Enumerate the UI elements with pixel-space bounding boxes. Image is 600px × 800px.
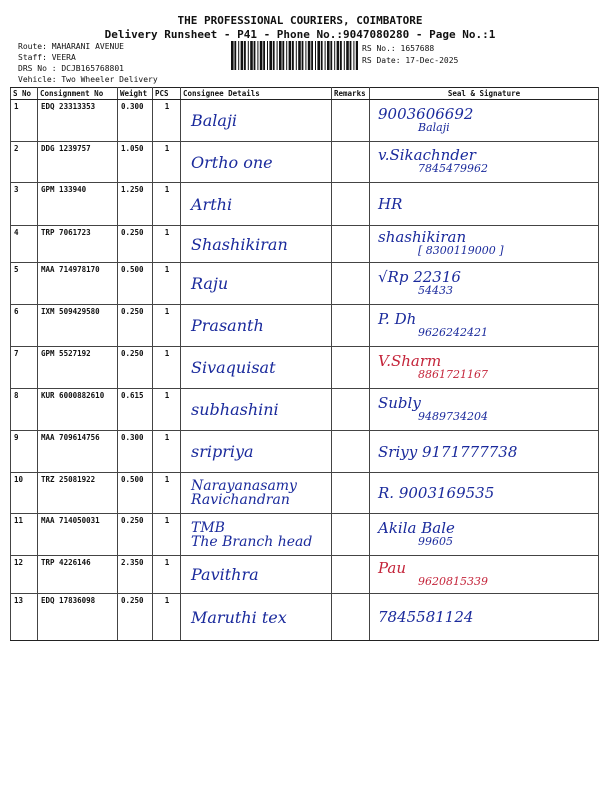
- barcode-bar: [321, 41, 323, 70]
- cell-remarks: [332, 431, 370, 473]
- barcode-bar: [244, 41, 246, 70]
- signature-handwriting: [378, 473, 494, 513]
- cell-seal-signature: [370, 142, 599, 183]
- cell-consignment: TRP 4226146: [38, 556, 118, 594]
- barcode-bar: [260, 41, 263, 70]
- cell-consignee: [181, 263, 332, 305]
- table-header-row: [11, 88, 599, 100]
- barcode-bar: [325, 41, 326, 70]
- col-sno: S No: [11, 88, 38, 100]
- cell-consignment: MAA 709614756: [38, 431, 118, 473]
- col-pcs: PCS: [153, 88, 181, 100]
- consignee-name: Maruthi tex: [191, 607, 287, 627]
- barcode-bar: [340, 41, 342, 70]
- signature-line1: R. 9003169535: [378, 484, 495, 502]
- cell-remarks: [332, 594, 370, 641]
- cell-sno: 12: [11, 556, 38, 594]
- cell-sno: 8: [11, 389, 38, 431]
- cell-seal-signature: [370, 514, 599, 556]
- vehicle-label: Vehicle: Two Wheeler Delivery: [18, 75, 158, 84]
- cell-remarks: [332, 226, 370, 263]
- barcode-bar: [308, 41, 311, 70]
- cell-sno: 11: [11, 514, 38, 556]
- consignee-name-line2: Ravichandran: [191, 492, 290, 508]
- col-seal-signature: Seal & Signature: [370, 88, 599, 100]
- cell-consignee: [181, 514, 332, 556]
- rs-number: RS No.: 1657688: [362, 44, 435, 53]
- barcode-bar: [286, 41, 287, 70]
- barcode-bar: [273, 41, 275, 70]
- signature-handwriting: [378, 142, 488, 182]
- table-row: [11, 514, 599, 556]
- cell-pcs: 1: [153, 226, 181, 263]
- delivery-table: [10, 87, 599, 641]
- cell-sno: 9: [11, 431, 38, 473]
- table-row: [11, 226, 599, 263]
- consignee-handwriting: [191, 263, 228, 304]
- barcode-bar: [277, 41, 278, 70]
- signature-handwriting: [378, 556, 488, 593]
- cell-consignment: KUR 6000882610: [38, 389, 118, 431]
- cell-consignee: [181, 556, 332, 594]
- cell-consignment: GPM 5527192: [38, 347, 118, 389]
- table-row: [11, 183, 599, 226]
- cell-weight: 0.300: [118, 100, 153, 142]
- staff-label: Staff: VEERA: [18, 53, 76, 62]
- signature-line1: P. Dh: [378, 309, 417, 328]
- cell-consignee: [181, 183, 332, 226]
- consignee-name: subhashini: [191, 400, 279, 419]
- cell-pcs: 1: [153, 183, 181, 226]
- cell-pcs: 1: [153, 100, 181, 142]
- cell-seal-signature: [370, 263, 599, 305]
- barcode-bar: [263, 41, 265, 70]
- cell-weight: 0.500: [118, 473, 153, 514]
- barcode-bar: [315, 41, 316, 70]
- table-row: [11, 556, 599, 594]
- barcode-bar: [305, 41, 306, 70]
- cell-consignment: IXM 509429580: [38, 305, 118, 347]
- barcode-bar: [353, 41, 354, 70]
- barcode-bar: [330, 41, 332, 70]
- cell-consignment: EDQ 17836098: [38, 594, 118, 641]
- barcode-bar: [311, 41, 313, 70]
- signature-line1: 9003606692: [378, 104, 474, 123]
- consignee-handwriting: [191, 431, 254, 472]
- cell-sno: 7: [11, 347, 38, 389]
- barcode-bar: [257, 41, 258, 70]
- cell-seal-signature: [370, 305, 599, 347]
- cell-seal-signature: [370, 100, 599, 142]
- cell-consignment: GPM 133940: [38, 183, 118, 226]
- consignee-name: Sivaquisat: [191, 358, 276, 377]
- runsheet-title: Delivery Runsheet - P41 - Phone No.:9047080280 - Page No.:1: [104, 28, 496, 41]
- cell-consignee: [181, 594, 332, 641]
- signature-line2: 9489734204: [418, 409, 488, 423]
- signature-handwriting: [378, 263, 461, 304]
- cell-consignee: [181, 100, 332, 142]
- cell-weight: 0.500: [118, 263, 153, 305]
- barcode-bar: [279, 41, 282, 70]
- barcode-bar: [334, 41, 335, 70]
- cell-pcs: 1: [153, 431, 181, 473]
- cell-remarks: [332, 183, 370, 226]
- barcode-bar: [344, 41, 345, 70]
- signature-line2: 99605: [418, 534, 453, 548]
- cell-weight: 1.050: [118, 142, 153, 183]
- cell-sno: 2: [11, 142, 38, 183]
- cell-weight: 0.250: [118, 514, 153, 556]
- cell-consignee: [181, 142, 332, 183]
- cell-pcs: 1: [153, 305, 181, 347]
- barcode-bar: [350, 41, 352, 70]
- cell-seal-signature: [370, 431, 599, 473]
- consignee-handwriting: [191, 226, 288, 262]
- cell-pcs: 1: [153, 347, 181, 389]
- table-row: [11, 263, 599, 305]
- cell-weight: 0.300: [118, 431, 153, 473]
- table-row: [11, 473, 599, 514]
- barcode-bar: [234, 41, 236, 70]
- cell-sno: 10: [11, 473, 38, 514]
- signature-line1: Pau: [378, 558, 407, 577]
- cell-consignee: [181, 347, 332, 389]
- cell-weight: 0.615: [118, 389, 153, 431]
- consignee-handwriting: [191, 473, 297, 513]
- barcode-bar: [356, 41, 358, 70]
- cell-consignee: [181, 473, 332, 514]
- cell-consignment: MAA 714050031: [38, 514, 118, 556]
- cell-remarks: [332, 347, 370, 389]
- table-row: [11, 594, 599, 641]
- cell-consignment: TRZ 25081922: [38, 473, 118, 514]
- signature-handwriting: [378, 389, 488, 430]
- table-row: [11, 100, 599, 142]
- cell-seal-signature: [370, 594, 599, 641]
- signature-handwriting: [378, 183, 418, 225]
- signature-line1: V.Sharm: [378, 351, 442, 370]
- cell-consignee: [181, 305, 332, 347]
- cell-seal-signature: [370, 347, 599, 389]
- drs-number: DRS No : DCJB165768801: [18, 64, 124, 73]
- signature-line1: shashikiran: [378, 228, 467, 246]
- signature-handwriting: [378, 594, 473, 640]
- cell-sno: 6: [11, 305, 38, 347]
- signature-line2: 9620815339: [418, 574, 488, 588]
- rs-date: RS Date: 17-Dec-2025: [362, 56, 459, 65]
- cell-remarks: [332, 556, 370, 594]
- consignee-handwriting: [191, 556, 259, 593]
- cell-sno: 1: [11, 100, 38, 142]
- cell-remarks: [332, 100, 370, 142]
- cell-consignment: MAA 714978170: [38, 263, 118, 305]
- consignee-name: Narayanasamy: [191, 478, 297, 494]
- barcode-bar: [327, 41, 330, 70]
- cell-remarks: [332, 142, 370, 183]
- barcode-bar: [346, 41, 349, 70]
- signature-handwriting: [378, 305, 488, 346]
- consignee-handwriting: [191, 514, 312, 555]
- consignee-name: Arthi: [191, 194, 233, 214]
- barcode-bar: [302, 41, 304, 70]
- signature-handwriting: [378, 347, 488, 388]
- signature-handwriting: [378, 100, 473, 141]
- cell-seal-signature: [370, 183, 599, 226]
- signature-line2: [ 8300119000 ]: [418, 244, 504, 257]
- consignee-name-line2: The Branch head: [191, 533, 313, 550]
- consignee-name: Raju: [191, 274, 229, 293]
- consignee-name: sripriya: [191, 442, 254, 461]
- cell-sno: 13: [11, 594, 38, 641]
- cell-consignee: [181, 431, 332, 473]
- cell-weight: 0.250: [118, 305, 153, 347]
- cell-pcs: 1: [153, 389, 181, 431]
- col-consignment: Consignment No: [38, 88, 118, 100]
- signature-line1: Akila Bale: [378, 518, 455, 537]
- cell-pcs: 1: [153, 473, 181, 514]
- signature-line1: √Rp 22316: [378, 267, 461, 286]
- signature-handwriting: [378, 514, 455, 555]
- consignee-name: Pavithra: [191, 565, 259, 584]
- table-row: [11, 347, 599, 389]
- cell-pcs: 1: [153, 556, 181, 594]
- cell-sno: 3: [11, 183, 38, 226]
- barcode-bar: [267, 41, 268, 70]
- table-row: [11, 431, 599, 473]
- signature-line1: Subly: [378, 393, 421, 412]
- cell-weight: 0.250: [118, 594, 153, 641]
- cell-consignee: [181, 389, 332, 431]
- consignee-handwriting: [191, 100, 237, 141]
- barcode-bar: [282, 41, 284, 70]
- signature-line1: Sriyy 9171777738: [378, 442, 518, 461]
- barcode-bar: [241, 41, 244, 70]
- barcode-bar: [250, 41, 253, 70]
- cell-pcs: 1: [153, 594, 181, 641]
- consignee-handwriting: [191, 389, 279, 430]
- consignee-handwriting: [191, 305, 264, 346]
- cell-weight: 1.250: [118, 183, 153, 226]
- table-row: [11, 389, 599, 431]
- cell-remarks: [332, 305, 370, 347]
- barcode-bar: [289, 41, 292, 70]
- barcode-bar: [248, 41, 249, 70]
- col-consignee: Consignee Details: [181, 88, 332, 100]
- col-weight: Weight: [118, 88, 153, 100]
- signature-line1: HR: [378, 195, 403, 213]
- consignee-name: Shashikiran: [191, 234, 288, 254]
- cell-consignment: EDQ 23313353: [38, 100, 118, 142]
- cell-remarks: [332, 514, 370, 556]
- signature-handwriting: [378, 226, 504, 262]
- barcode-bar: [298, 41, 301, 70]
- barcode-bar: [292, 41, 294, 70]
- table-row: [11, 305, 599, 347]
- cell-seal-signature: [370, 226, 599, 263]
- consignee-handwriting: [191, 594, 287, 640]
- barcode-bar: [269, 41, 272, 70]
- cell-pcs: 1: [153, 514, 181, 556]
- cell-pcs: 1: [153, 142, 181, 183]
- cell-sno: 4: [11, 226, 38, 263]
- consignee-name: TMB: [191, 519, 225, 536]
- cell-seal-signature: [370, 556, 599, 594]
- barcode-icon: [230, 41, 358, 70]
- cell-seal-signature: [370, 473, 599, 514]
- signature-line2: 9626242421: [418, 325, 488, 339]
- route-label: Route: MAHARANI AVENUE: [18, 42, 124, 51]
- signature-handwriting: [378, 431, 517, 472]
- cell-weight: 0.250: [118, 347, 153, 389]
- cell-pcs: 1: [153, 263, 181, 305]
- barcode-bar: [296, 41, 297, 70]
- cell-consignment: TRP 7061723: [38, 226, 118, 263]
- cell-weight: 0.250: [118, 226, 153, 263]
- barcode-bar: [317, 41, 320, 70]
- consignee-name: Ortho one: [191, 152, 273, 172]
- cell-weight: 2.350: [118, 556, 153, 594]
- barcode-bar: [238, 41, 239, 70]
- company-title: THE PROFESSIONAL COURIERS, COIMBATORE: [177, 14, 423, 27]
- signature-line2: 8861721167: [418, 367, 488, 381]
- cell-remarks: [332, 473, 370, 514]
- cell-consignee: [181, 226, 332, 263]
- signature-line2: 7845479962: [418, 162, 488, 175]
- cell-consignment: DDG 1239757: [38, 142, 118, 183]
- cell-remarks: [332, 263, 370, 305]
- consignee-name: Balaji: [191, 111, 238, 130]
- signature-line1: 7845581124: [378, 608, 474, 626]
- signature-line2: 54433: [418, 283, 453, 297]
- barcode-bar: [254, 41, 256, 70]
- consignee-handwriting: [191, 183, 232, 225]
- col-remarks: Remarks: [332, 88, 370, 100]
- signature-line1: v.Sikachnder: [378, 146, 476, 164]
- consignee-handwriting: [191, 142, 273, 182]
- cell-sno: 5: [11, 263, 38, 305]
- table-row: [11, 142, 599, 183]
- cell-seal-signature: [370, 389, 599, 431]
- consignee-handwriting: [191, 347, 276, 388]
- cell-remarks: [332, 389, 370, 431]
- signature-line2: Balaji: [418, 120, 450, 134]
- consignee-name: Prasanth: [191, 316, 264, 335]
- barcode-bar: [231, 41, 234, 70]
- barcode-bar: [337, 41, 340, 70]
